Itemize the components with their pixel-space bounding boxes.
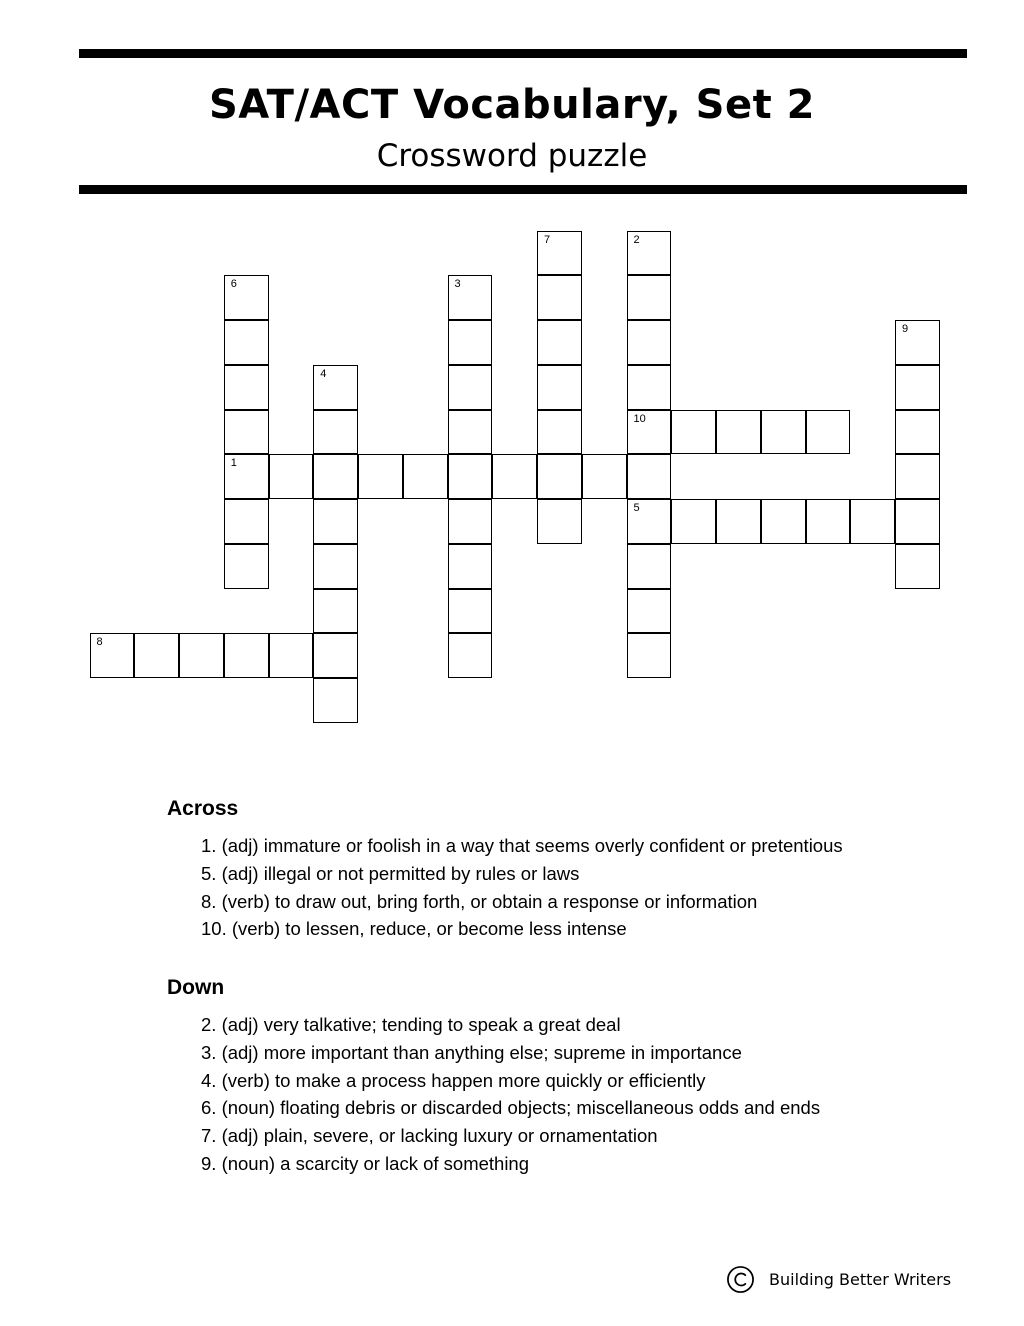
crossword-cell[interactable] [627, 499, 672, 544]
crossword-cell[interactable] [627, 231, 672, 276]
crossword-cell[interactable] [90, 633, 135, 678]
crossword-cell[interactable] [492, 454, 537, 499]
clue-number: 4 [320, 367, 327, 380]
clue-number: 5 [633, 502, 640, 514]
crossword-cell[interactable] [806, 410, 851, 455]
crossword-cell[interactable] [627, 633, 672, 678]
crossword-cell[interactable] [269, 454, 314, 499]
crossword-cell[interactable] [537, 410, 582, 455]
crossword-cell[interactable] [671, 410, 716, 455]
crossword-cell[interactable] [895, 454, 940, 499]
crossword-cell[interactable] [224, 410, 269, 455]
clue-number: 6 [230, 278, 237, 291]
crossword-cell[interactable] [627, 544, 672, 589]
crossword-cell[interactable] [895, 320, 940, 365]
crossword-cell[interactable] [224, 499, 269, 544]
crossword-cell[interactable] [537, 365, 582, 410]
clue-number: 9 [902, 323, 909, 335]
clue-number: 8 [96, 636, 103, 649]
page-title: SAT/ACT Vocabulary, Set 2 [209, 82, 815, 128]
crossword-cell[interactable] [224, 275, 269, 320]
down-clue-list [201, 1011, 820, 1178]
crossword-cell[interactable] [134, 633, 179, 678]
crossword-cell[interactable] [313, 454, 358, 499]
across-clue: 10. (verb) to lessen, reduce, or become less intense [201, 918, 627, 940]
crossword-cell[interactable] [313, 410, 358, 455]
footer-text: Building Better Writers [769, 1269, 952, 1289]
crossword-cell[interactable] [224, 365, 269, 410]
down-heading: Down [167, 976, 225, 999]
crossword-cell[interactable] [716, 499, 761, 544]
crossword-cell[interactable] [313, 589, 358, 634]
crossword-cell[interactable] [313, 544, 358, 589]
crossword-cell[interactable] [537, 499, 582, 544]
crossword-cell[interactable] [850, 499, 895, 544]
crossword-cell[interactable] [895, 499, 940, 544]
crossword-cell[interactable] [627, 454, 672, 499]
down-clue: 7. (adj) plain, severe, or lacking luxury or ornamentation [201, 1125, 658, 1147]
crossword-cell[interactable] [627, 589, 672, 634]
down-clue: 6. (noun) floating debris or discarded objects; miscellaneous odds and ends [201, 1097, 821, 1119]
crossword-cell[interactable] [448, 544, 493, 589]
crossword-cell[interactable] [806, 499, 851, 544]
crossword-cell[interactable] [627, 320, 672, 365]
crossword-cell[interactable] [224, 633, 269, 678]
crossword-cell[interactable] [716, 410, 761, 455]
crossword-cell[interactable] [313, 678, 358, 723]
footer-credit [726, 1262, 951, 1296]
crossword-cell[interactable] [179, 633, 224, 678]
crossword-cell[interactable] [895, 544, 940, 589]
across-clue: 1. (adj) immature or foolish in a way that seems overly confident or pretentious [201, 835, 843, 856]
crossword-cell[interactable] [448, 454, 493, 499]
crossword-cell[interactable] [448, 499, 493, 544]
crossword-cell[interactable] [537, 231, 582, 276]
crossword-cell[interactable] [358, 454, 403, 499]
down-clue: 2. (adj) very talkative; tending to speak a great deal [201, 1014, 621, 1035]
clue-number: 1 [230, 457, 237, 470]
crossword-cell[interactable] [761, 410, 806, 455]
crossword-cell[interactable] [269, 633, 314, 678]
crossword-cell[interactable] [448, 589, 493, 634]
crossword-cell[interactable] [448, 320, 493, 365]
crossword-cell[interactable] [582, 454, 627, 499]
crossword-cell[interactable] [224, 544, 269, 589]
crossword-cell[interactable] [448, 633, 493, 678]
page-subtitle: Crossword puzzle [376, 138, 648, 174]
clue-number: 2 [633, 233, 640, 246]
across-clue: 8. (verb) to draw out, bring forth, or obtain a response or information [201, 890, 758, 912]
crossword-cell[interactable] [627, 365, 672, 410]
crossword-cell[interactable] [537, 320, 582, 365]
clue-number: 3 [454, 278, 461, 291]
crossword-cell[interactable] [895, 410, 940, 455]
crossword-cell[interactable] [761, 499, 806, 544]
clue-number: 10 [633, 412, 646, 425]
crossword-cell[interactable] [224, 320, 269, 365]
across-heading: Across [167, 797, 239, 820]
crossword-cell[interactable] [537, 454, 582, 499]
crossword-cell[interactable] [403, 454, 448, 499]
crossword-cell[interactable] [313, 499, 358, 544]
down-clue: 4. (verb) to make a process happen more quickly or efficiently [201, 1069, 706, 1091]
crossword-cell[interactable] [313, 365, 358, 410]
down-clue: 3. (adj) more important than anything else; supreme in importance [201, 1041, 742, 1063]
clue-number: 7 [544, 233, 551, 246]
across-clue-list [201, 832, 843, 943]
crossword-cell[interactable] [671, 499, 716, 544]
crossword-cell[interactable] [313, 633, 358, 678]
crossword-cell[interactable] [448, 275, 493, 320]
down-clue: 9. (noun) a scarcity or lack of something [201, 1152, 530, 1174]
crossword-cell[interactable] [224, 454, 269, 499]
crossword-cell[interactable] [448, 410, 493, 455]
copyright-icon [726, 1265, 755, 1294]
crossword-cell[interactable] [537, 275, 582, 320]
crossword-cell[interactable] [895, 365, 940, 410]
crossword-cell[interactable] [627, 410, 672, 455]
crossword-cell[interactable] [627, 275, 672, 320]
across-clue: 5. (adj) illegal or not permitted by rules or laws [201, 862, 580, 884]
crossword-cell[interactable] [448, 365, 493, 410]
